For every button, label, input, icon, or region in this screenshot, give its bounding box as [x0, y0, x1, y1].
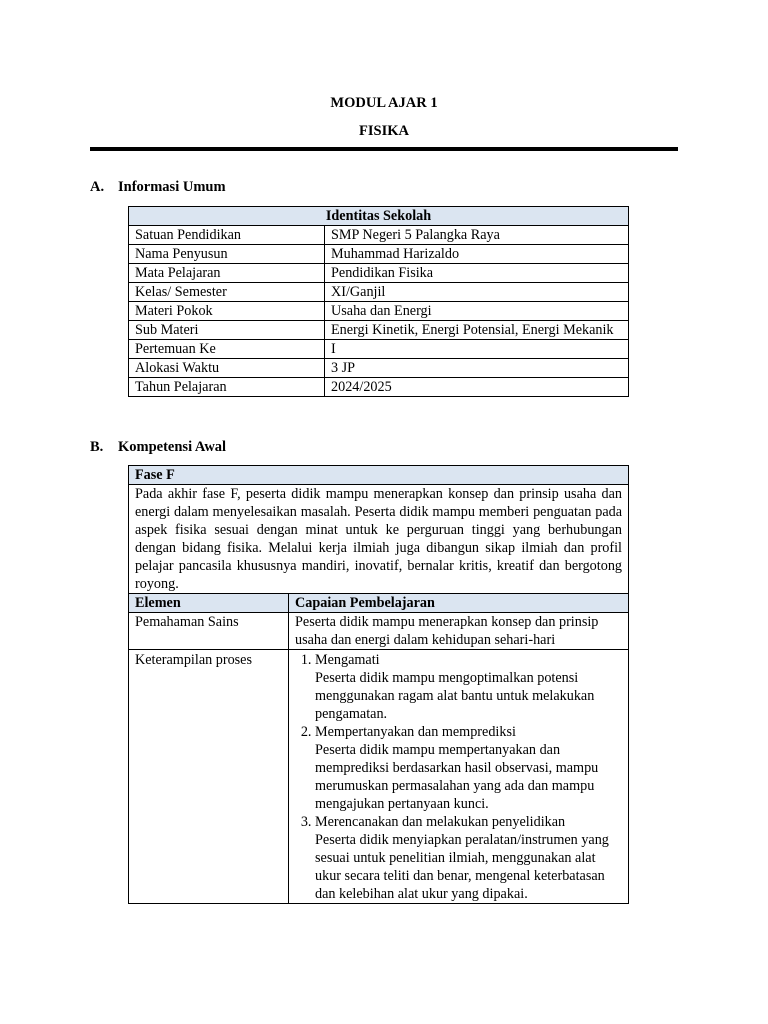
row-label: Materi Pokok: [129, 302, 325, 321]
list-item-text: Peserta didik mampu mempertanyakan dan memprediksi berdasarkan hasil observasi, mampu merumuskan permasalahan yang ada dan mampu mengajukan pertanyaan kunci.: [315, 742, 599, 812]
table-row: [129, 321, 629, 340]
process-skills-list: [295, 651, 622, 903]
table-row: [129, 650, 629, 904]
identity-table: [128, 206, 629, 397]
fase-header-row: [129, 466, 629, 485]
row-label: Tahun Pelajaran: [129, 378, 325, 397]
identity-table-header: [129, 207, 629, 226]
section-b-title: Kompetensi Awal: [118, 439, 227, 455]
row-value: 3 JP: [325, 359, 629, 378]
list-item: [315, 813, 622, 903]
table-row: [129, 340, 629, 359]
list-item-text: Peserta didik mampu mengoptimalkan potensi menggunakan ragam alat bantu untuk melakukan pengamatan.: [315, 670, 595, 722]
row-label: Pertemuan Ke: [129, 340, 325, 359]
capaian-list-cell: [289, 650, 629, 904]
table-row: [129, 245, 629, 264]
list-item-title: 3. Merencanakan dan melakukan penyelidikan: [315, 814, 566, 830]
list-item-title: 2. Mempertanyakan dan memprediksi: [315, 724, 516, 740]
competency-column-headers: [129, 594, 629, 613]
row-value: Usaha dan Energi: [325, 302, 629, 321]
row-label: Alokasi Waktu: [129, 359, 325, 378]
table-row: [129, 359, 629, 378]
section-b-number: B.: [90, 439, 104, 455]
identity-table-title: Identitas Sekolah: [129, 207, 629, 226]
list-item-text: Peserta didik menyiapkan peralatan/instrumen yang sesuai untuk penelitian ilmiah, menggunakan alat ukur secara teliti dan benar, mengenal keterbatasan dan kelebihan alat ukur yang dipakai.: [315, 832, 609, 902]
elemen-label: Keterampilan proses: [129, 650, 289, 904]
list-item: [315, 651, 622, 723]
table-row: [129, 613, 629, 650]
fase-description: Pada akhir fase F, peserta didik mampu menerapkan konsep dan prinsip usaha dan energi dalam menyelesaikan masalah. Peserta didik mampu memberi penguatan pada aspek fisika sesuai dengan minat untuk ke perguruan tinggi yang berhubungan dengan bidang fisika. Melalui kerja ilmiah juga dibangun sikap ilmiah dan profil pelajar pancasila khususnya mandiri, inovatif, bernalar kritis, kreatif dan bergotong royong.: [129, 485, 629, 594]
list-item: [315, 723, 622, 813]
row-label: Mata Pelajaran: [129, 264, 325, 283]
row-label: Kelas/ Semester: [129, 283, 325, 302]
section-a-heading: [90, 178, 226, 196]
table-row: [129, 283, 629, 302]
row-label: Satuan Pendidikan: [129, 226, 325, 245]
row-value: XI/Ganjil: [325, 283, 629, 302]
title-divider: [90, 147, 678, 151]
row-value: Muhammad Harizaldo: [325, 245, 629, 264]
section-a-number: A.: [90, 179, 105, 195]
fase-title: Fase F: [129, 466, 629, 485]
capaian-text: Peserta didik mampu menerapkan konsep dan prinsip usaha dan energi dalam kehidupan sehari-hari: [289, 613, 629, 650]
table-row: [129, 226, 629, 245]
row-value: Pendidikan Fisika: [325, 264, 629, 283]
list-item-title: 1. Mengamati: [315, 652, 380, 668]
col-elemen-header: Elemen: [129, 594, 289, 613]
document-subtitle: FISIKA: [359, 123, 409, 139]
table-row: [129, 378, 629, 397]
col-capaian-header: Capaian Pembelajaran: [289, 594, 629, 613]
table-row: [129, 264, 629, 283]
row-value: 2024/2025: [325, 378, 629, 397]
fase-description-row: [129, 485, 629, 594]
section-b-heading: [90, 438, 226, 456]
section-a-title: Informasi Umum: [118, 179, 226, 195]
table-row: [129, 302, 629, 321]
row-label: Sub Materi: [129, 321, 325, 340]
competency-table: [128, 465, 629, 904]
elemen-label: Pemahaman Sains: [129, 613, 289, 650]
document-title: MODUL AJAR 1: [330, 95, 438, 111]
row-value: SMP Negeri 5 Palangka Raya: [325, 226, 629, 245]
row-value: Energi Kinetik, Energi Potensial, Energi Mekanik: [325, 321, 629, 340]
row-value: I: [325, 340, 629, 359]
row-label: Nama Penyusun: [129, 245, 325, 264]
